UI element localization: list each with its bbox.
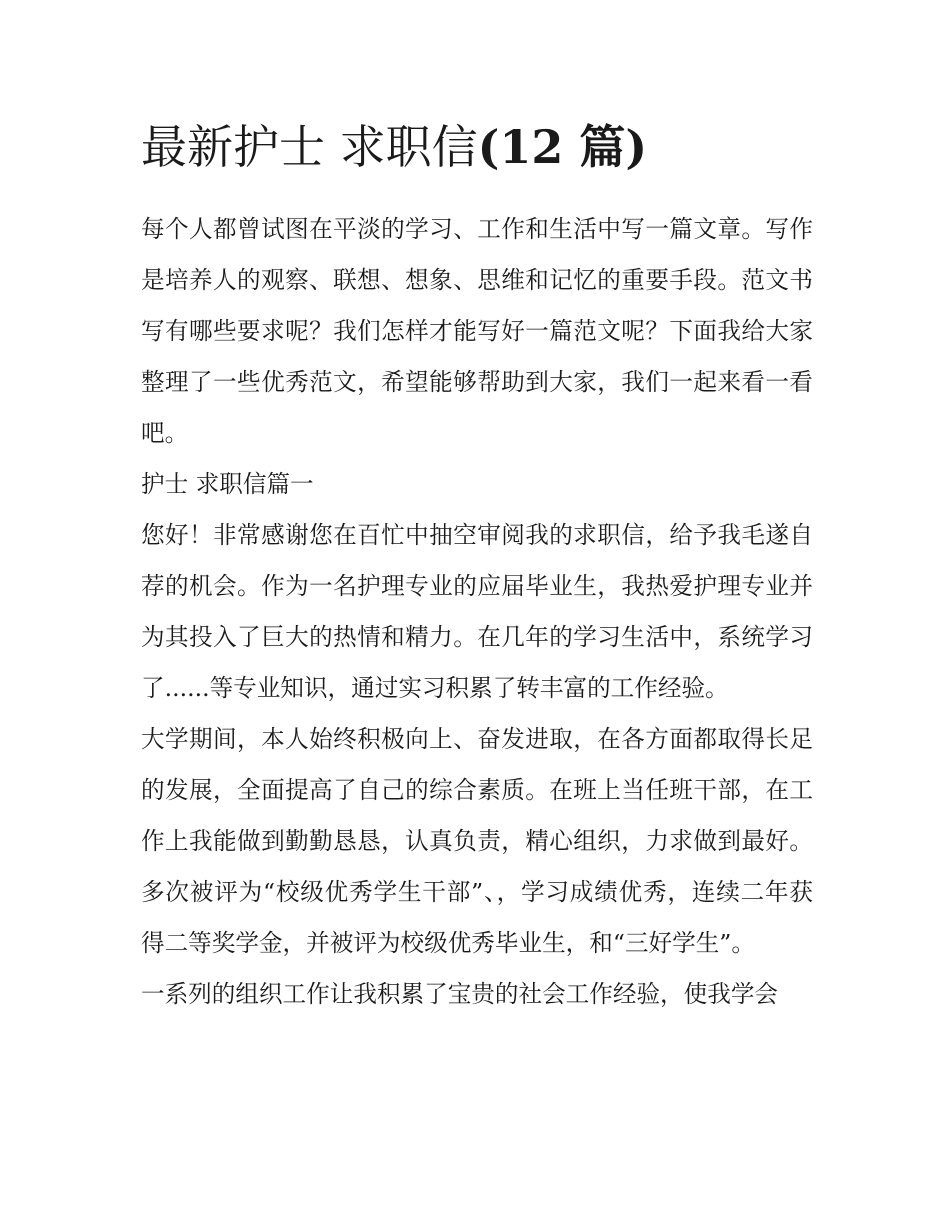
body-paragraph: 您好！非常感谢您在百忙中抽空审阅我的求职信，给予我毛遂自荐的机会。作为一名护理专业的应届毕业生，我热爱护理专业并为其投入了巨大的热情和精力。在几年的学习生活中，系统学习了......等专业知识，通过实习积累了转丰富的工作经验。 bbox=[141, 521, 813, 702]
body-paragraph: 一系列的组织工作让我积累了宝贵的社会工作经验，使我学会 bbox=[141, 980, 779, 1008]
title-main: 最新护士 求职信 bbox=[141, 120, 478, 174]
document-title bbox=[141, 112, 813, 182]
document-page bbox=[141, 112, 813, 1020]
body-paragraph: 大学期间，本人始终积极向上、奋发进取，在各方面都取得长足的发展，全面提高了自己的综合素质。在班上当任班干部，在工作上我能做到勤勤恳恳，认真负责，精心组织，力求做到最好。多次被评为“校级优秀学生干部”、，学习成绩优秀，连续二年获得二等奖学金，并被评为校级优秀毕业生，和“三好学生”。 bbox=[141, 725, 813, 957]
section-heading: 护士 求职信篇一 bbox=[141, 470, 314, 498]
intro-paragraph: 每个人都曾试图在平淡的学习、工作和生活中写一篇文章。写作是培养人的观察、联想、想象、思维和记忆的重要手段。范文书写有哪些要求呢？我们怎样才能写好一篇范文呢？下面我给大家整理了一些优秀范文，希望能够帮助到大家，我们一起来看一看吧。 bbox=[141, 215, 813, 447]
title-paren: (12 篇) bbox=[477, 120, 648, 174]
